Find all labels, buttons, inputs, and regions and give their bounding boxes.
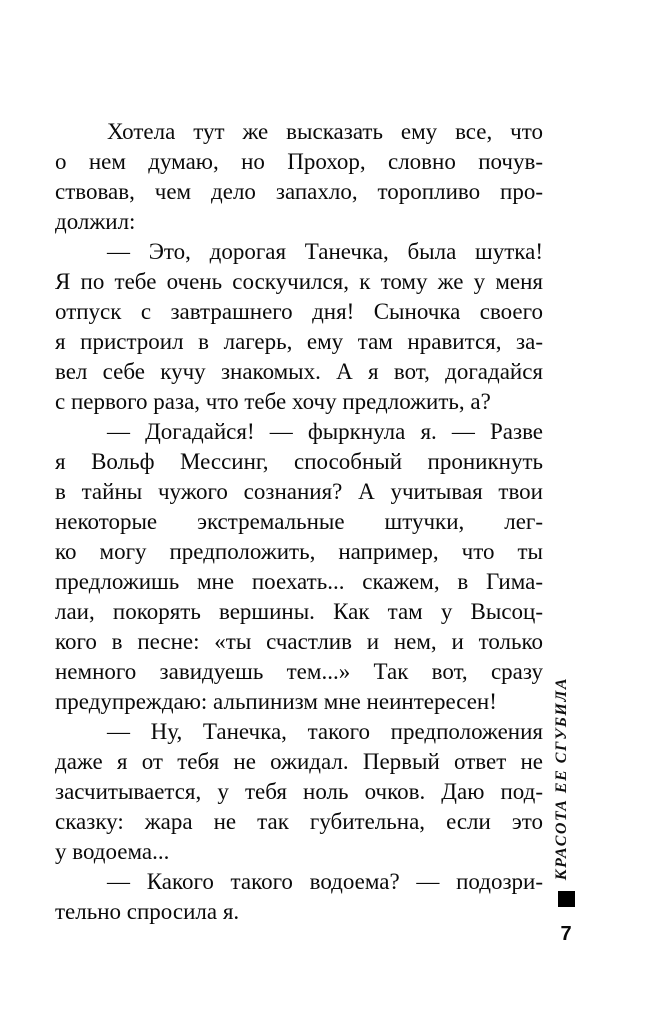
text-line: — Догадайся! — фыркнула я. — Разве	[107, 419, 543, 444]
text-line: кого в песне: «ты счастлив и нем, и только	[55, 629, 543, 654]
text-line: я Вольф Мессинг, способный проникнуть	[55, 449, 543, 474]
paragraph	[55, 867, 543, 927]
text-line: ствовав, чем дело запахло, торопливо про-	[55, 179, 543, 204]
text-line: немного завидуешь тем...» Так вот, сразу	[55, 659, 543, 684]
text-line: в тайны чужого сознания? А учитывая твои	[55, 479, 543, 504]
body-text	[55, 117, 543, 927]
text-line: предупреждаю: альпинизм мне неинтересен!	[55, 689, 497, 714]
text-line: Хотела тут же высказать ему все, что	[107, 119, 543, 144]
paragraph	[55, 417, 543, 717]
text-line: должил:	[55, 209, 136, 234]
text-line: некоторые экстремальные штучки, лег-	[55, 509, 543, 534]
paragraph	[55, 117, 543, 237]
text-line: Я по тебе очень соскучился, к тому же у меня	[55, 269, 543, 294]
text-line: о нем думаю, но Прохор, словно почув-	[55, 149, 543, 174]
text-line: — Ну, Танечка, такого предположения	[107, 719, 543, 744]
text-line: ко могу предположить, например, что ты	[55, 539, 543, 564]
paragraph	[55, 237, 543, 417]
paragraph	[55, 717, 543, 867]
text-line: тельно спросила я.	[55, 899, 240, 924]
sidebar-book-title: КРАСОТА ЕЕ СГУБИЛА	[553, 676, 570, 880]
text-line: вел себе кучу знакомых. А я вот, догадайся	[55, 359, 543, 384]
text-line: засчитывается, у тебя ноль очков. Даю под-	[55, 779, 543, 804]
black-square-marker-icon	[558, 891, 575, 907]
text-line: отпуск с завтрашнего дня! Сыночка своего	[55, 299, 543, 324]
text-line: с первого раза, что тебе хочу предложить, а?	[55, 389, 491, 414]
page-number: 7	[560, 923, 572, 945]
text-line: у водоема...	[55, 839, 170, 864]
text-line: я пристроил в лагерь, ему там нравится, за-	[55, 329, 543, 354]
text-line: сказку: жара не так губительна, если это	[55, 809, 543, 834]
text-line: — Это, дорогая Танечка, была шутка!	[107, 239, 543, 264]
text-line: лаи, покорять вершины. Как там у Высоц-	[55, 599, 543, 624]
text-line: даже я от тебя не ожидал. Первый ответ не	[55, 749, 543, 774]
text-line: — Какого такого водоема? — подозри-	[107, 869, 543, 894]
text-line: предложишь мне поехать... скажем, в Гима-	[55, 569, 543, 594]
